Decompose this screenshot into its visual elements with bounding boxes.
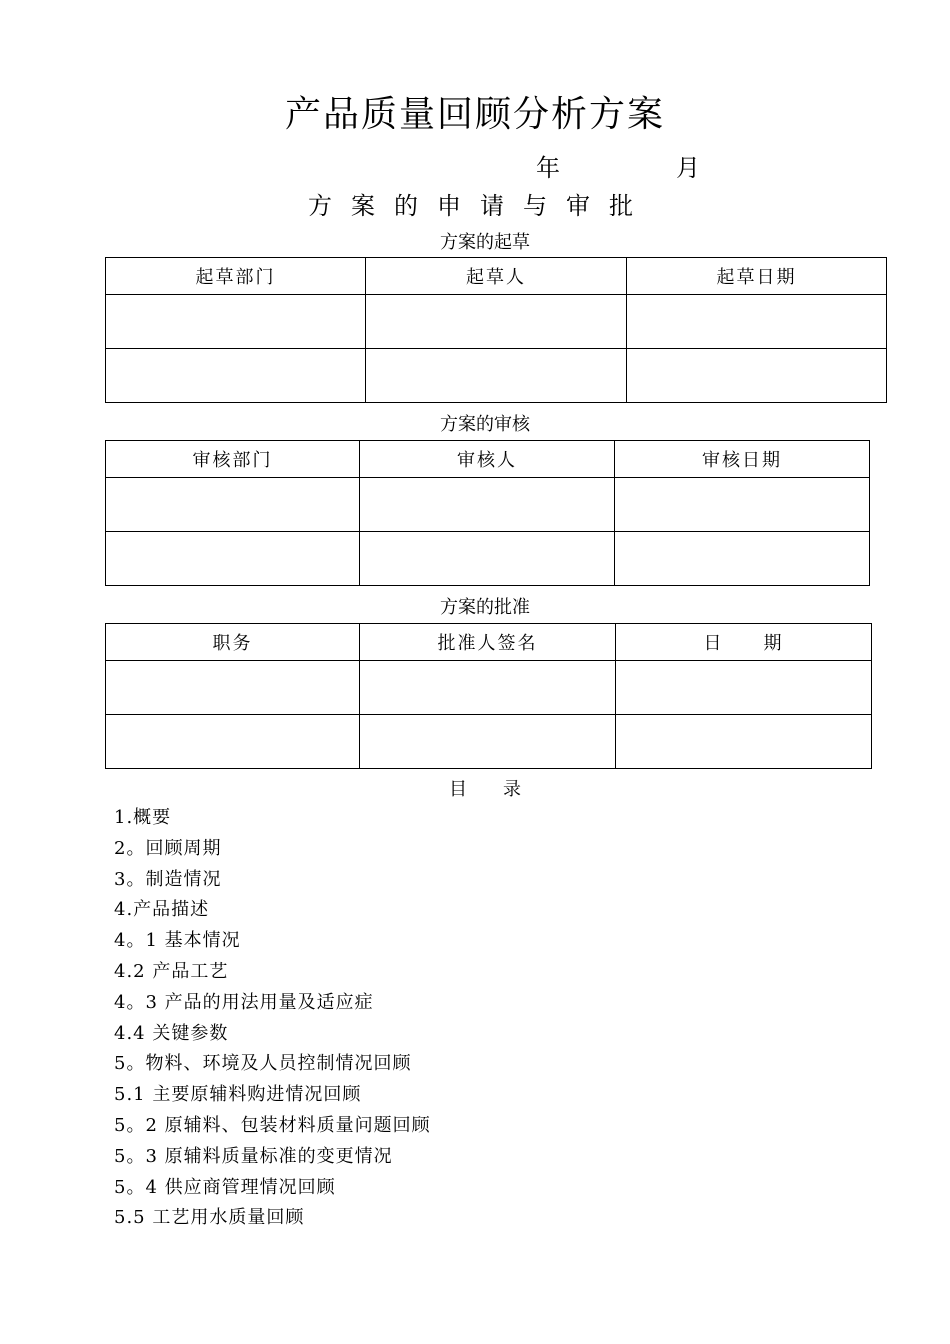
- input-cell[interactable]: [106, 349, 366, 403]
- toc-item: 4.2 产品工艺: [114, 960, 229, 982]
- input-cell[interactable]: [366, 295, 627, 349]
- month-label: 月: [676, 154, 700, 182]
- toc-item: 5。物料、环境及人员控制情况回顾: [114, 1053, 412, 1075]
- toc-item: 2。回顾周期: [114, 837, 222, 859]
- drafting-table: [105, 257, 887, 403]
- header-cell: 审核日期: [615, 441, 870, 478]
- table-row: [106, 661, 872, 715]
- input-cell[interactable]: [615, 532, 870, 586]
- document-title: 产品质量回顾分析方案: [284, 94, 665, 135]
- toc-item: 5。2 原辅料、包装材料质量问题回顾: [114, 1114, 431, 1136]
- header-cell: 审核人: [360, 441, 615, 478]
- year-label: 年: [536, 154, 560, 182]
- header-cell: 批准人签名: [360, 624, 616, 661]
- input-cell[interactable]: [106, 715, 360, 769]
- input-cell[interactable]: [366, 349, 627, 403]
- toc-list: [114, 803, 431, 1234]
- input-cell[interactable]: [615, 478, 870, 532]
- input-cell[interactable]: [106, 295, 366, 349]
- approval-section-title: 方案的申请与审批: [308, 192, 652, 220]
- input-cell[interactable]: [360, 661, 616, 715]
- input-cell[interactable]: [106, 661, 360, 715]
- input-cell[interactable]: [106, 532, 360, 586]
- drafting-caption: 方案的起草: [440, 232, 530, 253]
- header-cell: 审核部门: [106, 441, 360, 478]
- header-cell: 起草人: [366, 258, 627, 295]
- approval-caption: 方案的批准: [440, 597, 530, 618]
- toc-item: 5。4 供应商管理情况回顾: [114, 1176, 336, 1198]
- toc-item: 4。3 产品的用法用量及适应症: [114, 991, 374, 1013]
- table-row: [106, 532, 870, 586]
- table-header-row: [106, 624, 872, 661]
- input-cell[interactable]: [360, 715, 616, 769]
- toc-item: 4.产品描述: [114, 899, 210, 921]
- toc-item: 5。3 原辅料质量标准的变更情况: [114, 1145, 393, 1167]
- toc-item: 5.1 主要原辅料购进情况回顾: [114, 1084, 362, 1106]
- table-row: [106, 295, 887, 349]
- input-cell[interactable]: [627, 295, 887, 349]
- header-cell: 职务: [106, 624, 360, 661]
- toc-item: 5.5 工艺用水质量回顾: [114, 1207, 305, 1229]
- approval-table: [105, 623, 872, 769]
- toc-item: 4.4 关键参数: [114, 1022, 229, 1044]
- header-cell: 日 期: [616, 624, 872, 661]
- input-cell[interactable]: [106, 478, 360, 532]
- input-cell[interactable]: [627, 349, 887, 403]
- review-table: [105, 440, 870, 586]
- toc-item: 1.概要: [114, 807, 172, 828]
- input-cell[interactable]: [616, 661, 872, 715]
- table-row: [106, 349, 887, 403]
- table-header-row: [106, 441, 870, 478]
- header-cell: 起草日期: [627, 258, 887, 295]
- input-cell[interactable]: [360, 478, 615, 532]
- toc-item: 3。制造情况: [114, 868, 222, 890]
- input-cell[interactable]: [616, 715, 872, 769]
- table-row: [106, 478, 870, 532]
- input-cell[interactable]: [360, 532, 615, 586]
- review-caption: 方案的审核: [440, 414, 530, 435]
- toc-title: 目 录: [449, 779, 521, 800]
- header-cell: 起草部门: [106, 258, 366, 295]
- table-row: [106, 715, 872, 769]
- toc-item: 4。1 基本情况: [114, 930, 241, 952]
- table-header-row: [106, 258, 887, 295]
